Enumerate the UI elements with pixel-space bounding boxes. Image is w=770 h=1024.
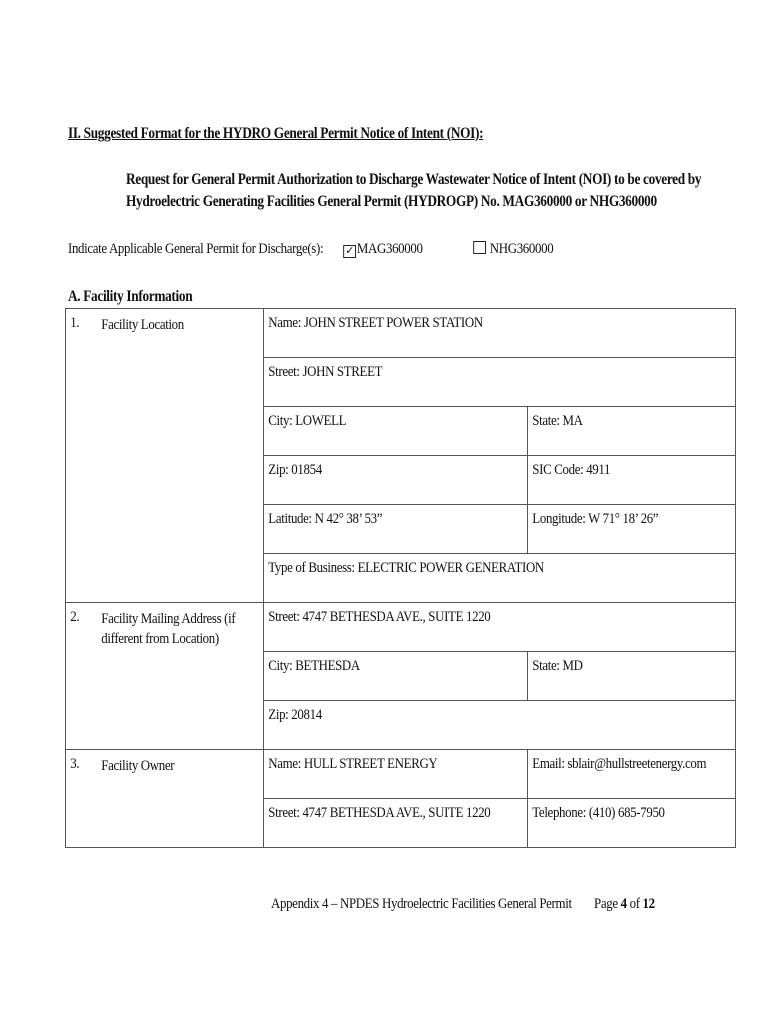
request-title-line-1: Request for General Permit Authorization to Discharge Wastewater Notice of Intent (NOI) to be covered by [126,171,702,188]
mailing-zip-cell: Zip: 20814 [263,701,736,750]
location-business-cell: Type of Business: ELECTRIC POWER GENERATION [263,554,736,603]
page-of: of [629,896,640,912]
mailing-city-cell: City: BETHESDA [263,652,527,701]
permit-option-mag360000[interactable] [344,241,423,258]
permit-option-label: NHG360000 [489,241,554,257]
item-number: 1. [70,315,80,331]
location-state-cell: State: MA [528,407,736,456]
item-label-line-1: Facility Mailing Address (if [101,611,236,627]
footer-appendix: Appendix 4 – NPDES Hydroelectric Facilities General Permit [271,896,572,912]
page-total: 12 [642,896,655,912]
location-latitude-cell: Latitude: N 42° 38’ 53” [263,505,527,554]
location-longitude-cell: Longitude: W 71° 18’ 26” [528,505,736,554]
facility-location-label-cell [66,309,264,603]
checkbox-checked-icon[interactable]: ✓ [343,245,356,258]
item-number: 2. [70,609,80,625]
mailing-address-label-cell [66,603,264,750]
owner-telephone-cell: Telephone: (410) 685-7950 [528,799,736,848]
item-label: Facility Location [101,317,184,333]
permit-selection-label: Indicate Applicable General Permit for Discharge(s): [68,241,324,257]
facility-owner-label-cell [66,750,264,848]
owner-email-cell: Email: sblair@hullstreetenergy.com [528,750,736,799]
item-label: Facility Owner [101,758,175,774]
location-sic-cell: SIC Code: 4911 [528,456,736,505]
permit-option-label: MAG360000 [356,241,423,257]
mailing-state-cell: State: MD [528,652,736,701]
location-street-cell: Street: JOHN STREET [263,358,736,407]
mailing-street-cell: Street: 4747 BETHESDA AVE., SUITE 1220 [263,603,736,652]
permit-option-nhg360000[interactable] [474,241,553,258]
location-name-cell: Name: JOHN STREET POWER STATION [263,309,736,358]
section-heading: II. Suggested Format for the HYDRO General Permit Notice of Intent (NOI): [68,125,484,142]
owner-name-cell: Name: HULL STREET ENERGY [263,750,527,799]
page-prefix: Page [594,896,618,912]
footer-page-number [594,896,655,913]
location-zip-cell: Zip: 01854 [263,456,527,505]
item-label-line-2: different from Location) [101,631,219,647]
checkbox-unchecked-icon[interactable] [473,241,486,254]
request-title-line-2: Hydroelectric Generating Facilities General Permit (HYDROGP) No. MAG360000 or NHG360000 [126,193,657,210]
location-city-cell: City: LOWELL [263,407,527,456]
item-number: 3. [70,756,80,772]
page-current: 4 [620,896,627,912]
facility-info-heading: A. Facility Information [68,288,193,305]
facility-info-table [65,308,736,848]
owner-street-cell: Street: 4747 BETHESDA AVE., SUITE 1220 [263,799,527,848]
